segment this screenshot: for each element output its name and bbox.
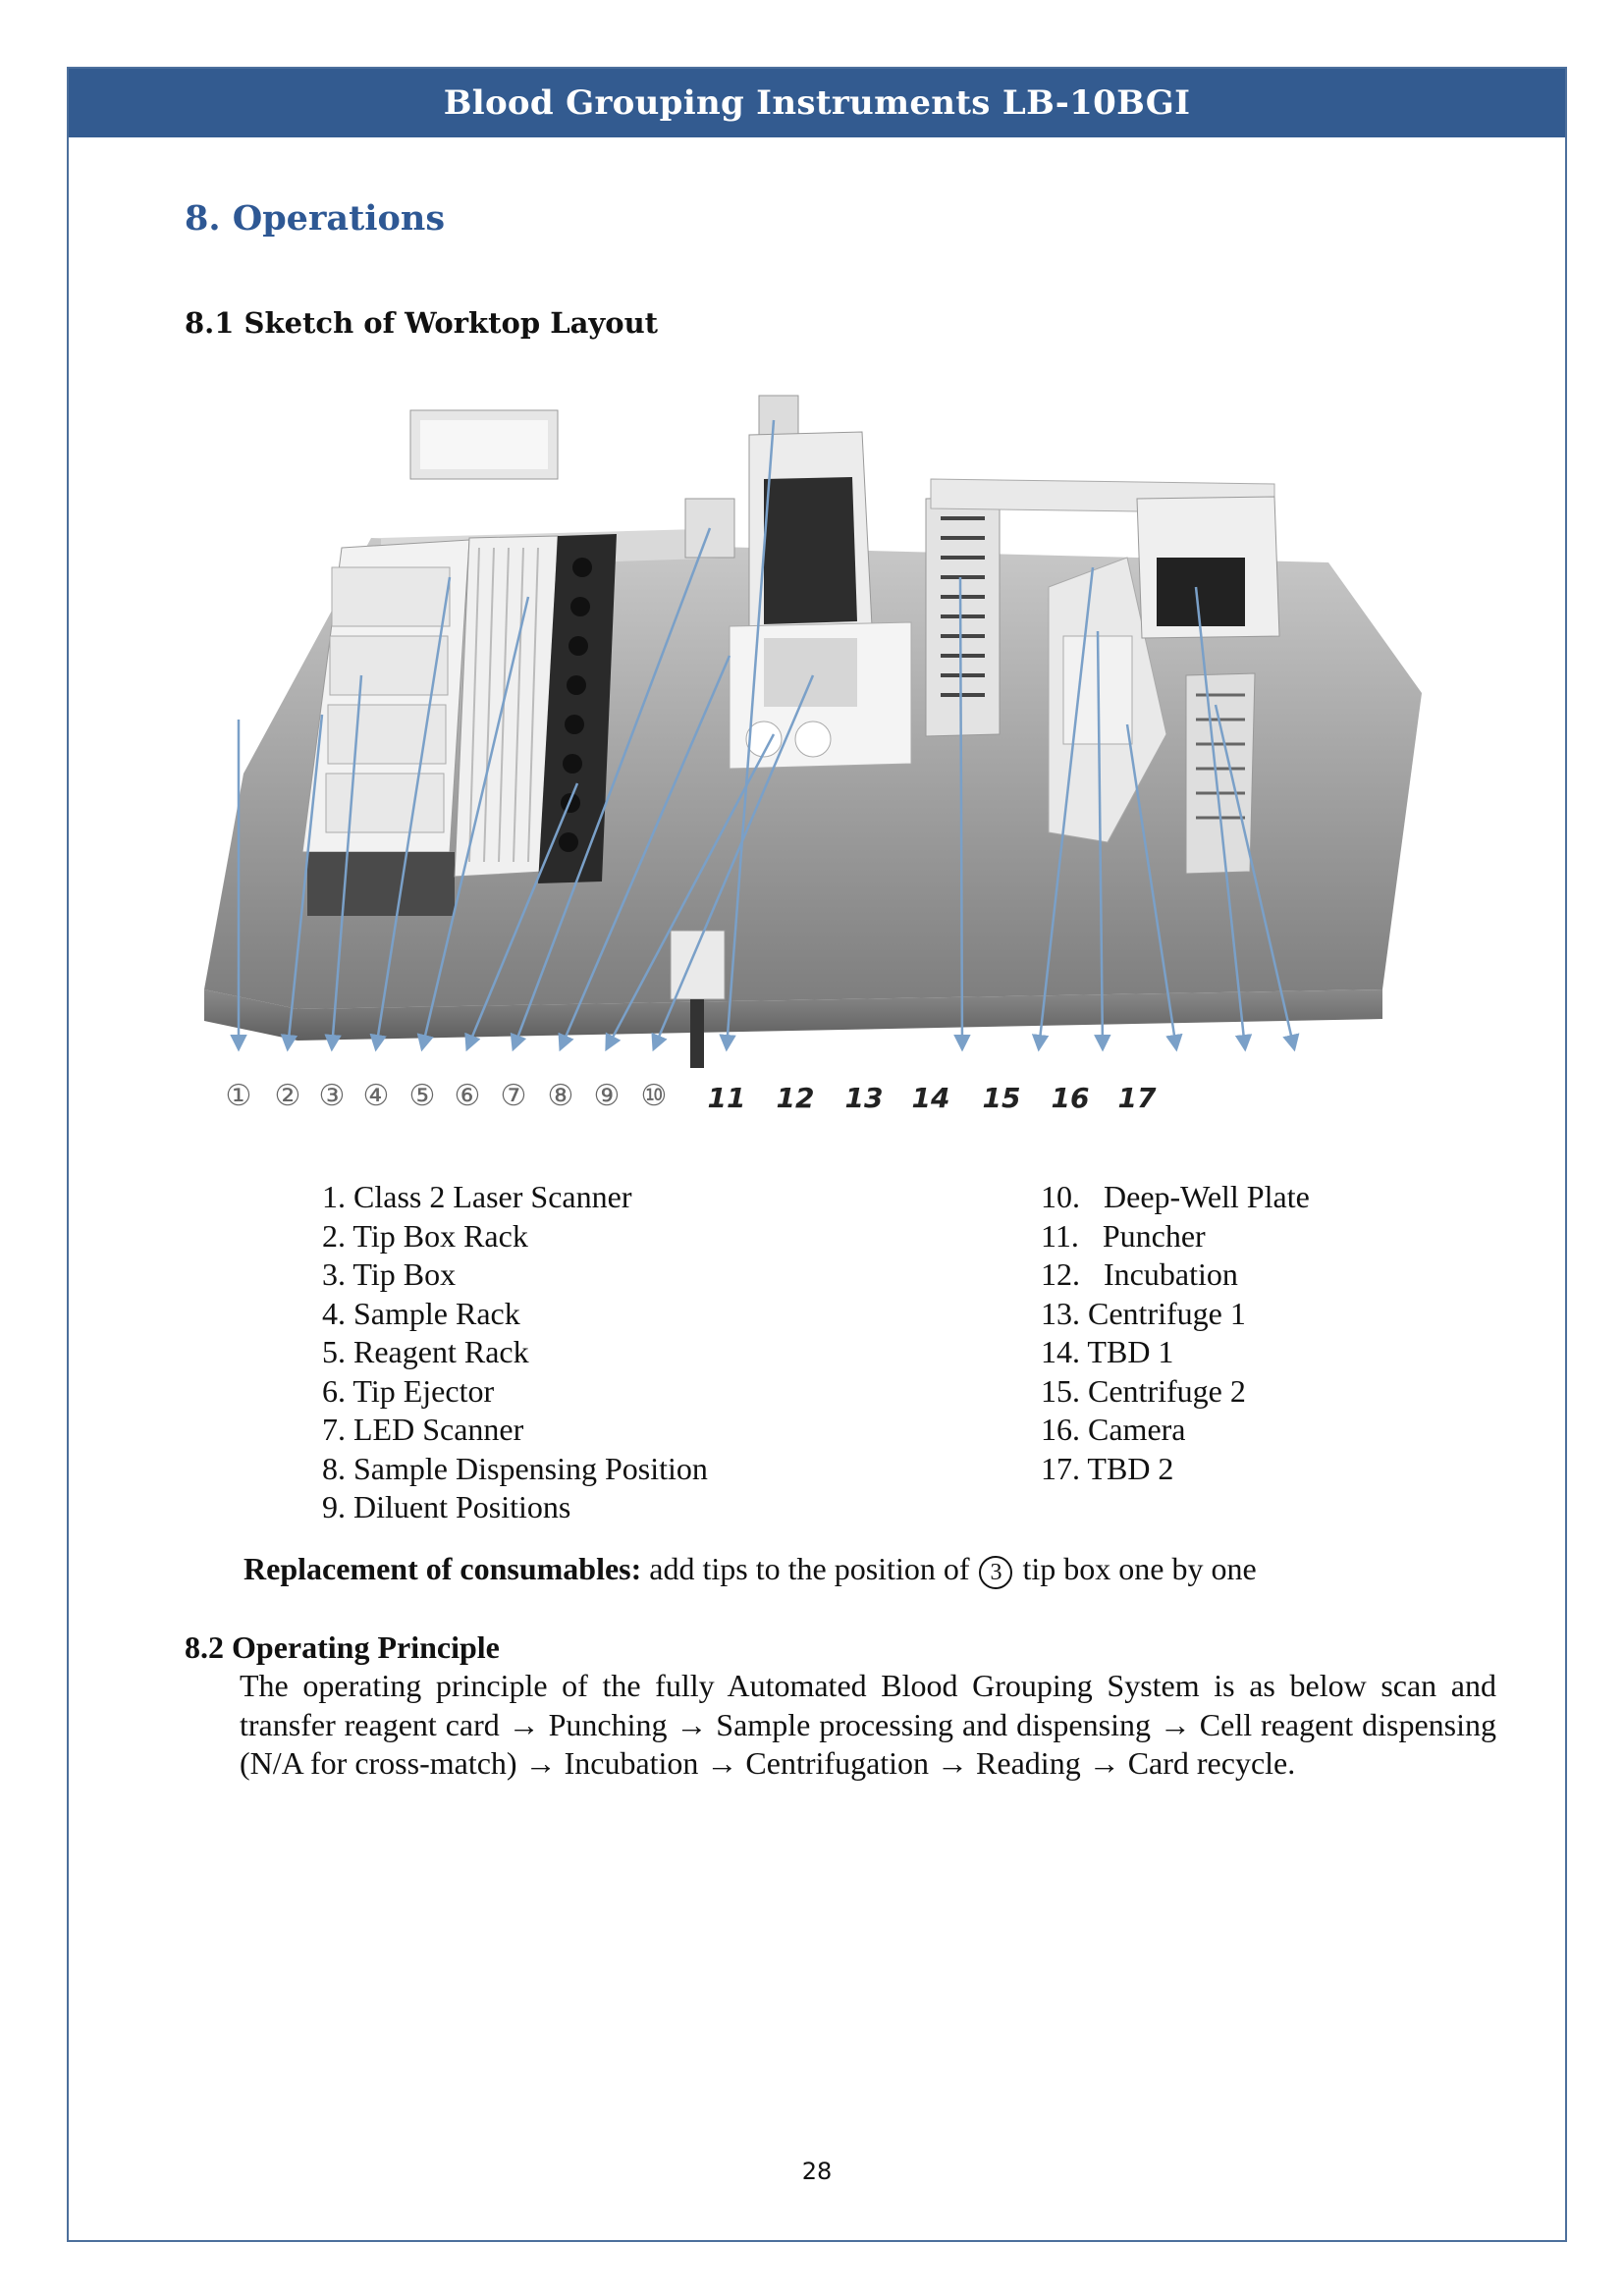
circled-number: 3	[979, 1556, 1012, 1589]
list-item: 8. Sample Dispensing Position	[322, 1450, 708, 1486]
callout-label: 12	[776, 1082, 815, 1114]
section-title: 8. Operations	[185, 198, 446, 239]
list-item: 6. Tip Ejector	[322, 1372, 495, 1409]
callout-label: ④	[362, 1079, 390, 1113]
list-item: 10. Deep-Well Plate	[1041, 1179, 1310, 1214]
list-item: 14. TBD 1	[1041, 1334, 1174, 1369]
page-frame	[67, 67, 1567, 2242]
callout-label: 11	[707, 1082, 746, 1114]
subsection-title-principle: 8.2 Operating Principle	[185, 1629, 500, 1665]
callout-label: ⑨	[593, 1079, 621, 1113]
callout-label: ⑧	[547, 1079, 574, 1113]
list-item: 16. Camera	[1041, 1412, 1186, 1447]
replacement-label: Replacement of consumables:	[244, 1551, 642, 1586]
list-item: 3. Tip Box	[322, 1256, 457, 1292]
replacement-note	[244, 1551, 1257, 1589]
callout-labels-bold	[708, 1082, 1157, 1114]
callout-label: 14	[911, 1082, 950, 1114]
component-list-right	[1041, 1178, 1310, 1488]
callout-label: ①	[225, 1079, 252, 1113]
list-item: 4. Sample Rack	[322, 1295, 520, 1331]
component-list-left	[322, 1178, 708, 1527]
callout-label: ⑤	[408, 1079, 436, 1113]
callout-label: ②	[274, 1079, 301, 1113]
callout-label: 16	[1051, 1082, 1090, 1114]
replacement-text-after: tip box one by one	[1014, 1551, 1257, 1586]
worktop-layout-figure	[185, 381, 1441, 1184]
list-item: 17. TBD 2	[1041, 1450, 1174, 1486]
page-number: 28	[801, 2158, 833, 2185]
callout-label: 15	[982, 1082, 1021, 1114]
list-item: 5. Reagent Rack	[322, 1334, 529, 1369]
callout-label: 17	[1117, 1082, 1157, 1114]
instrument-illustration	[204, 396, 1422, 1068]
replacement-text-before: add tips to the position of	[641, 1551, 978, 1586]
list-item: 13. Centrifuge 1	[1041, 1295, 1246, 1331]
list-item: 11. Puncher	[1041, 1217, 1206, 1254]
list-item: 9. Diluent Positions	[322, 1489, 571, 1524]
list-item: 12. Incubation	[1041, 1256, 1238, 1292]
callout-label: 13	[844, 1082, 884, 1114]
list-item: 7. LED Scanner	[322, 1412, 524, 1447]
header-title: Blood Grouping Instruments LB-10BGI	[443, 83, 1191, 123]
document-header	[69, 69, 1565, 137]
callout-label: ⑩	[640, 1079, 668, 1113]
list-item: 2. Tip Box Rack	[322, 1217, 528, 1254]
callout-label: ⑦	[500, 1079, 527, 1113]
list-item: 1. Class 2 Laser Scanner	[322, 1179, 632, 1214]
subsection-title-sketch: 8.1 Sketch of Worktop Layout	[185, 306, 659, 340]
callout-label: ③	[318, 1079, 346, 1113]
callout-labels	[226, 1079, 668, 1113]
operating-principle-body: The operating principle of the fully Automated Blood Grouping System is as below scan and transfer reagent card → Punching → Sample processing and dispensing → Cell reagent dispensing (N/A for cross-match) → Incubation → Centrifugation → Reading → Card recycle.	[240, 1668, 1496, 1781]
list-item: 15. Centrifuge 2	[1041, 1372, 1246, 1409]
callout-label: ⑥	[454, 1079, 481, 1113]
